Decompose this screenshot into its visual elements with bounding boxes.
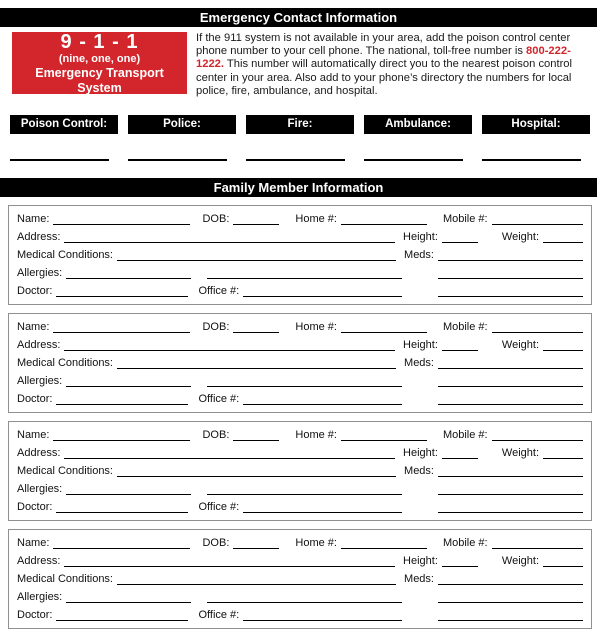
intro-section xyxy=(12,32,592,98)
contact-cell xyxy=(246,159,354,161)
mobile-phone-label: Mobile #: xyxy=(442,537,488,550)
meds-line[interactable] xyxy=(438,246,583,261)
home-phone-label: Home #: xyxy=(295,429,337,442)
home-phone-label: Home #: xyxy=(295,213,337,226)
address-line[interactable] xyxy=(64,228,395,243)
weight-line[interactable] xyxy=(543,336,583,351)
family-members xyxy=(0,205,600,629)
mobile-phone-line[interactable] xyxy=(492,210,583,225)
meds-label: Meds: xyxy=(404,357,434,370)
name-line[interactable] xyxy=(53,318,190,333)
height-line[interactable] xyxy=(442,228,478,243)
address-line[interactable] xyxy=(64,444,395,459)
doctor-label: Doctor: xyxy=(17,393,53,406)
dob-line[interactable] xyxy=(233,210,279,225)
member-row-doctor xyxy=(17,606,583,624)
contact-label-hospital: Hospital: xyxy=(482,115,590,134)
contact-cell xyxy=(482,159,590,161)
ambulance-line[interactable] xyxy=(364,159,463,161)
police-line[interactable] xyxy=(128,159,227,161)
mobile-phone-line[interactable] xyxy=(492,318,583,333)
weight-line[interactable] xyxy=(543,444,583,459)
contact-cell xyxy=(364,159,472,161)
weight-label: Weight: xyxy=(501,231,539,244)
office-phone-label: Office #: xyxy=(198,393,240,406)
contact-label-fire: Fire: xyxy=(246,115,354,134)
doctor-label: Doctor: xyxy=(17,501,53,514)
office-phone-label: Office #: xyxy=(198,285,240,298)
emergency-section-header xyxy=(0,8,597,27)
family-member-block xyxy=(8,205,592,305)
member-row-medical xyxy=(17,462,583,480)
fire-line[interactable] xyxy=(246,159,345,161)
hospital-line[interactable] xyxy=(482,159,581,161)
note-text-before: If the 911 system is not available in your area, add the poison control center phone number to your cell phone. The national, toll-free number is xyxy=(196,32,571,58)
contact-cell xyxy=(128,159,236,161)
doctor-line[interactable] xyxy=(56,606,188,621)
name-line[interactable] xyxy=(53,534,190,549)
address-line[interactable] xyxy=(64,336,395,351)
mobile-phone-label: Mobile #: xyxy=(442,429,488,442)
allergies-label: Allergies: xyxy=(17,483,63,496)
dob-label: DOB: xyxy=(202,213,230,226)
allergies-continued-line[interactable] xyxy=(207,264,402,279)
meds-label: Meds: xyxy=(404,249,434,262)
home-phone-line[interactable] xyxy=(341,210,427,225)
family-section-title: Family Member Information xyxy=(213,180,384,196)
allergies-continued-line[interactable] xyxy=(207,480,402,495)
member-row-allergies xyxy=(17,264,583,282)
member-row-address xyxy=(17,336,583,354)
medical-conditions-label: Medical Conditions: xyxy=(17,249,113,262)
family-member-block xyxy=(8,313,592,413)
member-row-name xyxy=(17,210,583,228)
dob-label: DOB: xyxy=(202,429,230,442)
office-phone-line[interactable] xyxy=(243,390,402,405)
allergies-continued-line[interactable] xyxy=(207,372,402,387)
mobile-phone-line[interactable] xyxy=(492,534,583,549)
height-label: Height: xyxy=(403,555,438,568)
family-member-block xyxy=(8,529,592,629)
member-row-medical xyxy=(17,570,583,588)
medical-conditions-label: Medical Conditions: xyxy=(17,573,113,586)
meds-continued-line-2[interactable] xyxy=(438,498,583,513)
meds-line[interactable] xyxy=(438,570,583,585)
medical-conditions-line[interactable] xyxy=(117,570,396,585)
poison-control-line[interactable] xyxy=(10,159,109,161)
meds-continued-line-2[interactable] xyxy=(438,282,583,297)
weight-line[interactable] xyxy=(543,228,583,243)
home-phone-line[interactable] xyxy=(341,534,427,549)
meds-label: Meds: xyxy=(404,573,434,586)
contact-label-poison-control: Poison Control: xyxy=(10,115,118,134)
doctor-label: Doctor: xyxy=(17,609,53,622)
weight-label: Weight: xyxy=(501,447,539,460)
address-label: Address: xyxy=(17,447,61,460)
911-box xyxy=(12,32,187,94)
dob-label: DOB: xyxy=(202,537,230,550)
911-caption: Emergency Transport System xyxy=(35,65,164,95)
height-line[interactable] xyxy=(442,552,478,567)
emergency-contacts-blank-row xyxy=(10,159,590,161)
home-phone-line[interactable] xyxy=(341,318,427,333)
911-number: 9 - 1 - 1 xyxy=(60,30,139,53)
contact-cell xyxy=(10,159,118,161)
height-label: Height: xyxy=(403,339,438,352)
member-row-name xyxy=(17,426,583,444)
address-label: Address: xyxy=(17,339,61,352)
family-section-header xyxy=(0,178,597,197)
address-label: Address: xyxy=(17,231,61,244)
member-row-allergies xyxy=(17,372,583,390)
name-label: Name: xyxy=(17,537,50,550)
member-row-doctor xyxy=(17,282,583,300)
family-member-block xyxy=(8,421,592,521)
allergies-continued-line[interactable] xyxy=(207,588,402,603)
meds-line[interactable] xyxy=(438,354,583,369)
name-label: Name: xyxy=(17,429,50,442)
mobile-phone-label: Mobile #: xyxy=(442,213,488,226)
poison-control-phone-number: 800-222-1222. xyxy=(196,45,571,71)
weight-label: Weight: xyxy=(501,339,539,352)
allergies-line[interactable] xyxy=(66,264,191,279)
address-line[interactable] xyxy=(64,552,395,567)
height-label: Height: xyxy=(403,447,438,460)
member-row-doctor xyxy=(17,390,583,408)
doctor-line[interactable] xyxy=(56,282,188,297)
allergies-label: Allergies: xyxy=(17,267,63,280)
height-line[interactable] xyxy=(442,336,478,351)
allergies-line[interactable] xyxy=(66,480,191,495)
medical-conditions-line[interactable] xyxy=(117,462,396,477)
dob-label: DOB: xyxy=(202,321,230,334)
weight-label: Weight: xyxy=(501,555,539,568)
mobile-phone-line[interactable] xyxy=(492,426,583,441)
emergency-section-title: Emergency Contact Information xyxy=(199,10,398,25)
emergency-contacts-row xyxy=(10,115,590,134)
weight-line[interactable] xyxy=(543,552,583,567)
name-label: Name: xyxy=(17,321,50,334)
911-pronunciation: (nine, one, one) xyxy=(58,52,141,65)
name-line[interactable] xyxy=(53,210,190,225)
doctor-line[interactable] xyxy=(56,498,188,513)
height-line[interactable] xyxy=(442,444,478,459)
doctor-label: Doctor: xyxy=(17,285,53,298)
meds-line[interactable] xyxy=(438,462,583,477)
meds-continued-line[interactable] xyxy=(438,264,583,279)
medical-conditions-line[interactable] xyxy=(117,354,396,369)
home-phone-line[interactable] xyxy=(341,426,427,441)
member-row-address xyxy=(17,444,583,462)
office-phone-line[interactable] xyxy=(243,498,402,513)
meds-continued-line-2[interactable] xyxy=(438,390,583,405)
office-phone-line[interactable] xyxy=(243,282,402,297)
name-label: Name: xyxy=(17,213,50,226)
note-text-after: This number will automatically direct you to the nearest poison control center in your area. Also add to your phone’s directory the numbers for local police, fire, ambulance, and hospital. xyxy=(196,58,573,97)
dob-line[interactable] xyxy=(233,426,279,441)
member-row-allergies xyxy=(17,588,583,606)
name-line[interactable] xyxy=(53,426,190,441)
office-phone-label: Office #: xyxy=(198,501,240,514)
medical-conditions-label: Medical Conditions: xyxy=(17,357,113,370)
member-row-name xyxy=(17,318,583,336)
member-row-name xyxy=(17,534,583,552)
meds-continued-line[interactable] xyxy=(438,588,583,603)
address-label: Address: xyxy=(17,555,61,568)
allergies-line[interactable] xyxy=(66,588,191,603)
allergies-line[interactable] xyxy=(66,372,191,387)
allergies-label: Allergies: xyxy=(17,591,63,604)
member-row-medical xyxy=(17,354,583,372)
poison-control-note xyxy=(196,32,592,98)
height-label: Height: xyxy=(403,231,438,244)
member-row-address xyxy=(17,552,583,570)
office-phone-label: Office #: xyxy=(198,609,240,622)
home-phone-label: Home #: xyxy=(295,321,337,334)
meds-continued-line[interactable] xyxy=(438,480,583,495)
office-phone-line[interactable] xyxy=(243,606,402,621)
member-row-allergies xyxy=(17,480,583,498)
contact-label-ambulance: Ambulance: xyxy=(364,115,472,134)
medical-conditions-label: Medical Conditions: xyxy=(17,465,113,478)
mobile-phone-label: Mobile #: xyxy=(442,321,488,334)
dob-line[interactable] xyxy=(233,534,279,549)
allergies-label: Allergies: xyxy=(17,375,63,388)
meds-continued-line[interactable] xyxy=(438,372,583,387)
dob-line[interactable] xyxy=(233,318,279,333)
doctor-line[interactable] xyxy=(56,390,188,405)
meds-label: Meds: xyxy=(404,465,434,478)
member-row-address xyxy=(17,228,583,246)
contact-label-police: Police: xyxy=(128,115,236,134)
member-row-doctor xyxy=(17,498,583,516)
member-row-medical xyxy=(17,246,583,264)
medical-conditions-line[interactable] xyxy=(117,246,396,261)
home-phone-label: Home #: xyxy=(295,537,337,550)
meds-continued-line-2[interactable] xyxy=(438,606,583,621)
